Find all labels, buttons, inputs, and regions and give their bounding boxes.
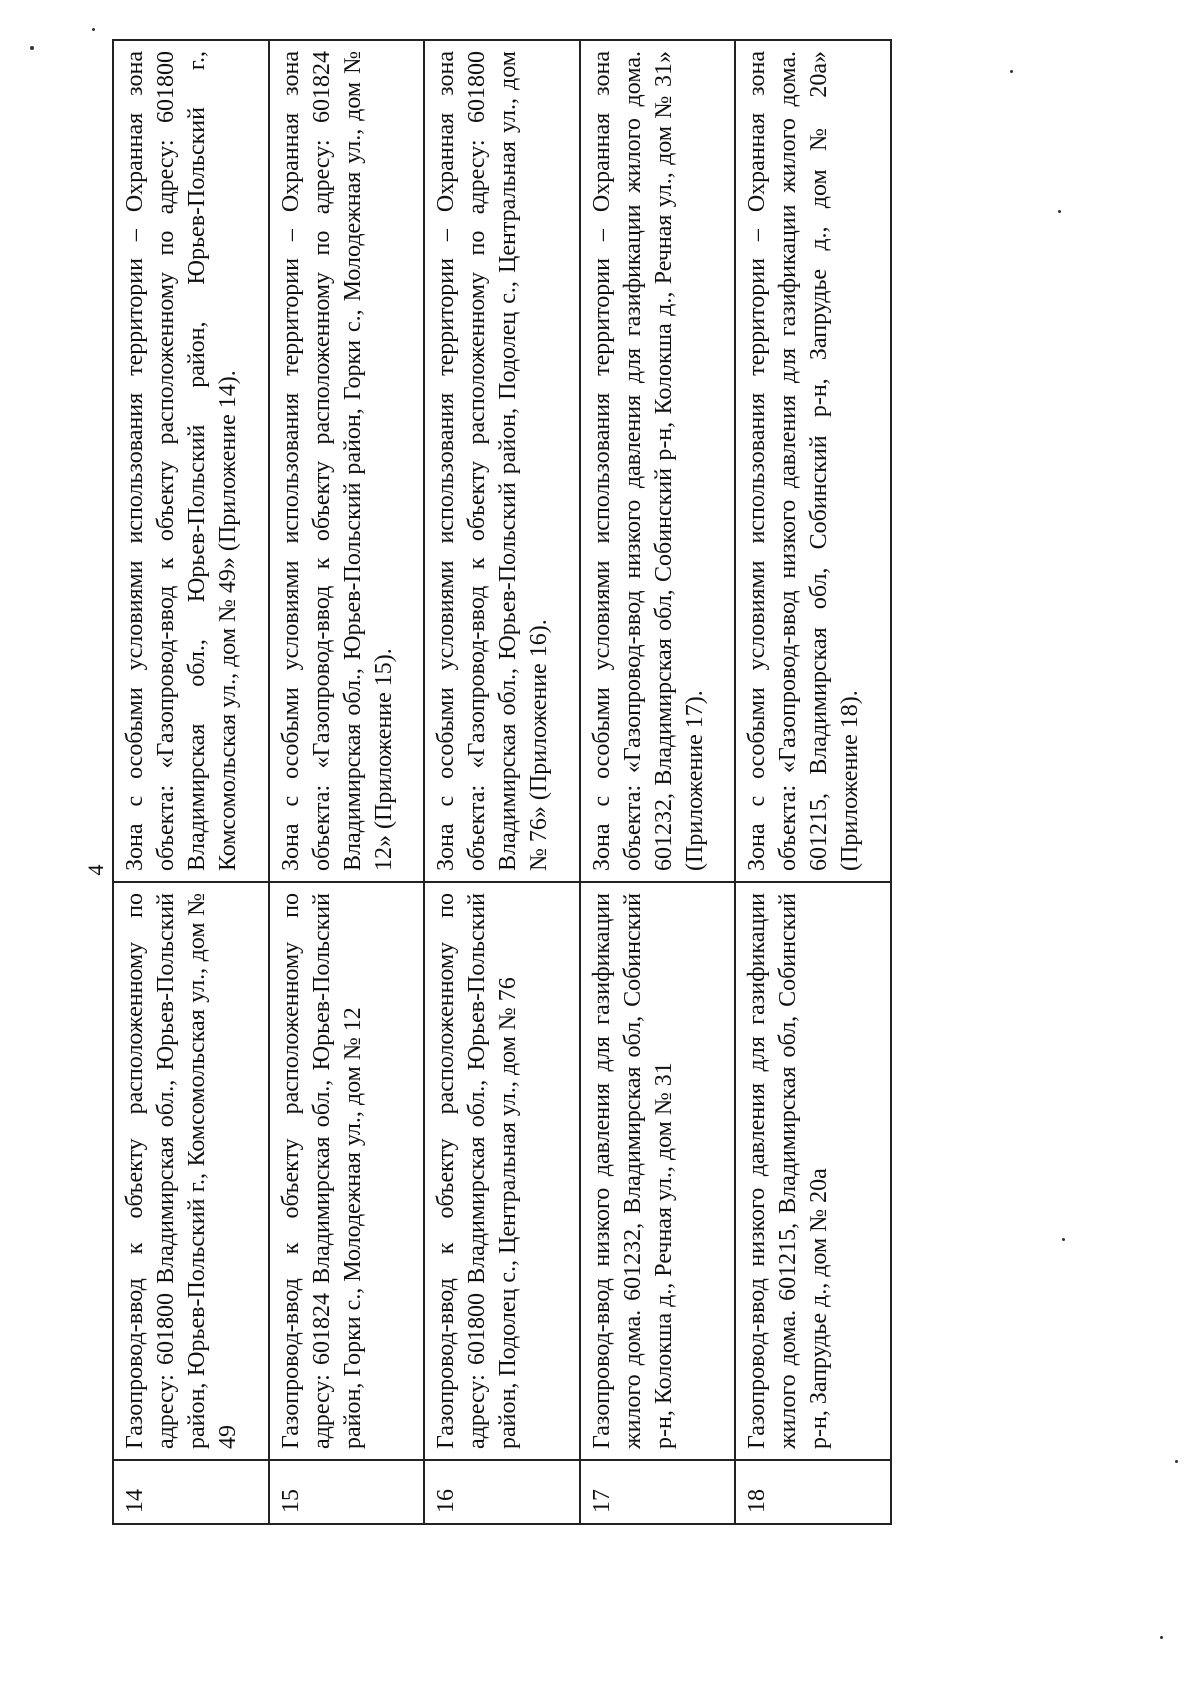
table-row bbox=[269, 40, 425, 1524]
row-number: 15 bbox=[269, 1460, 425, 1524]
scan-speck bbox=[30, 46, 34, 50]
scan-speck bbox=[92, 28, 95, 31]
zone-description: Зона с особыми условиями использования территории – Охранная зона объекта: «Газопровод-ввод к объекту расположенному по адресу: 601824 Владимирская обл., Юрьев-Польский район, Горки с., Молодежная ул., дом № 12» (Приложение 15). bbox=[269, 40, 425, 882]
object-description: Газопровод-ввод низкого давления для газификации жилого дома. 601232, Владимирская обл, Собинский р-н, Колокша д., Речная ул., дом № 31 bbox=[580, 882, 736, 1460]
rotated-table-container bbox=[112, 51, 892, 1525]
object-description: Газопровод-ввод низкого давления для газификации жилого дома. 601215, Владимирская обл, Собинский р-н, Запрудье д., дом № 20а bbox=[735, 882, 891, 1460]
table-row bbox=[735, 40, 891, 1524]
row-number: 16 bbox=[424, 1460, 580, 1524]
table-row bbox=[580, 40, 736, 1524]
table-row bbox=[113, 40, 269, 1524]
scan-speck bbox=[1175, 1460, 1178, 1463]
zone-description: Зона с особыми условиями использования территории – Охранная зона объекта: «Газопровод-ввод к объекту расположенному по адресу: 601800 Владимирская обл., Юрьев-Польский район, Подолец с., Центральная ул., дом № 76» (Приложение 16). bbox=[424, 40, 580, 882]
scan-speck bbox=[1010, 70, 1013, 73]
zones-table bbox=[112, 39, 892, 1525]
row-number: 14 bbox=[113, 1460, 269, 1524]
row-number: 18 bbox=[735, 1460, 891, 1524]
scan-speck bbox=[1058, 210, 1061, 213]
scan-speck bbox=[1160, 1636, 1163, 1639]
scan-speck bbox=[1062, 1238, 1065, 1241]
page-number: 4 bbox=[83, 864, 108, 876]
zone-description: Зона с особыми условиями использования территории – Охранная зона объекта: «Газопровод-ввод низкого давления для газификации жилого дома. 601232, Владимирская обл, Собинский р-н, Колокша д., Речная ул., дом № 31» (Приложение 17). bbox=[580, 40, 736, 882]
object-description: Газопровод-ввод к объекту расположенному по адресу: 601800 Владимирская обл., Юрьев-Польский район, Юрьев-Польский г., Комсомольская ул., дом № 49 bbox=[113, 882, 269, 1460]
zone-description: Зона с особыми условиями использования территории – Охранная зона объекта: «Газопровод-ввод низкого давления для газификации жилого дома. 601215, Владимирская обл, Собинский р-н, Запрудье д., дом № 20а» (Приложение 18). bbox=[735, 40, 891, 882]
object-description: Газопровод-ввод к объекту расположенному по адресу: 601800 Владимирская обл., Юрьев-Польский район, Подолец с., Центральная ул., дом № 76 bbox=[424, 882, 580, 1460]
object-description: Газопровод-ввод к объекту расположенному по адресу: 601824 Владимирская обл., Юрьев-Польский район, Горки с., Молодежная ул., дом № 12 bbox=[269, 882, 425, 1460]
table-row bbox=[424, 40, 580, 1524]
row-number: 17 bbox=[580, 1460, 736, 1524]
zone-description: Зона с особыми условиями использования территории – Охранная зона объекта: «Газопровод-ввод к объекту расположенному по адресу: 601800 Владимирская обл., Юрьев-Польский район, Юрьев-Польский г., Комсомольская ул., дом № 49» (Приложение 14). bbox=[113, 40, 269, 882]
